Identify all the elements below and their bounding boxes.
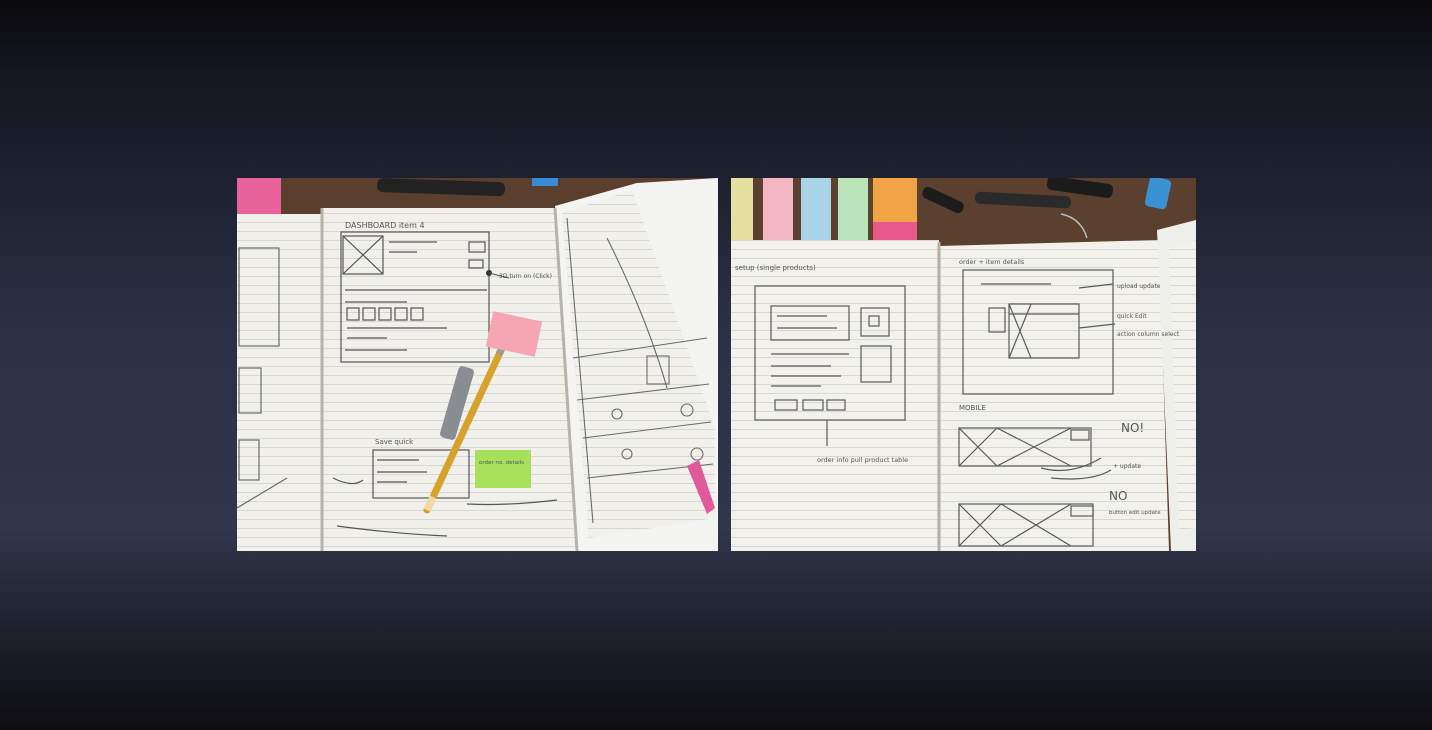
sketchbook-photo-left xyxy=(237,178,718,551)
sketch-callout-2: quick Edit xyxy=(1117,313,1147,320)
sketch-callout-3: action column select xyxy=(1117,331,1180,338)
notebook-main-page xyxy=(322,208,577,551)
notebook-left-page-2 xyxy=(731,240,939,551)
sketch-label-mobile: MOBILE xyxy=(959,404,986,412)
sketch-callout-1: upload update xyxy=(1117,283,1161,290)
sketch-mid-label: Save quick xyxy=(375,438,414,446)
green-sticky-text: order no. details xyxy=(479,460,524,466)
sketch-side-2: button edit update xyxy=(1109,510,1161,516)
pink-tab xyxy=(237,178,281,214)
sketch-header-right: setup (single products) xyxy=(735,264,816,272)
sketch-side-1: + update xyxy=(1113,463,1142,470)
sketch-caption: order info pull product table xyxy=(817,456,909,464)
sketch-callout-left: 3D turn on (Click) xyxy=(499,273,552,280)
sketch-no-2: NO xyxy=(1109,489,1128,503)
sketchbook-photo-right xyxy=(731,178,1196,551)
sketch-header-right-2: order + item details xyxy=(959,258,1025,266)
green-sticky-note xyxy=(475,450,531,488)
sketch-header-left: DASHBOARD item 4 xyxy=(345,221,425,230)
sketch-no-1: NO! xyxy=(1121,421,1145,435)
